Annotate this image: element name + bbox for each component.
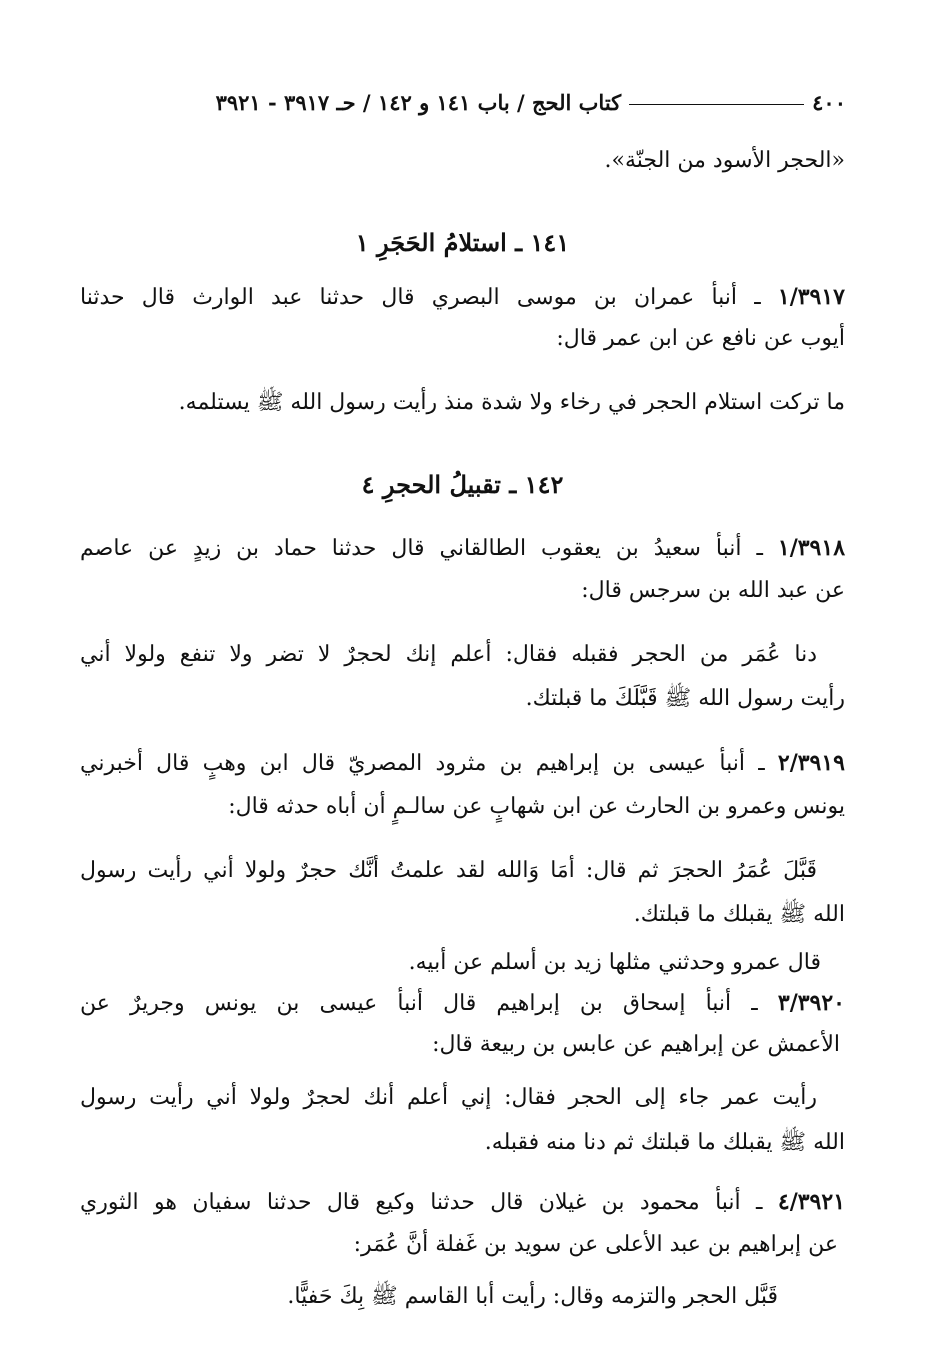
hadith-3918-isnad-line2: عن عبد الله بن سرجس قال: bbox=[581, 578, 845, 603]
hadith-3920-matn-line1: رأيت عمر جاء إلى الحجر فقال: إني أعلم أنك لحجرٌ ولولا أني رأيت رسول bbox=[80, 1085, 817, 1110]
hadith-number: ١/٣٩١٨ bbox=[777, 535, 846, 561]
text-line: «الحجر الأسود من الجنّة». bbox=[604, 148, 845, 173]
hadith-3918-matn-line2: رأيت رسول الله ﷺ قَبَّلَكَ ما قبلتك. bbox=[525, 686, 845, 711]
hadith-3921-matn: قَبَّل الحجر والتزمه وقال: رأيت أبا القاسم ﷺ بِكَ حَفيًّا. bbox=[287, 1284, 778, 1309]
hadith-3919-isnad-line2: يونس وعمرو بن الحارث عن ابن شهابٍ عن سالـمٍ أن أباه حدثه قال: bbox=[228, 794, 845, 819]
hadith-3919-matn-line1: قَبَّلَ عُمَرُ الحجرَ ثم قال: أمَا وَالله لقد علمتُ أنَّك حجرٌ ولولا أني رأيت رسول bbox=[80, 858, 817, 883]
hadith-3921-isnad-line1: ٤/٣٩٢١ ـ أنبأ محمود بن غيلان قال حدثنا وكيع قال حدثنا سفيان هو الثوري bbox=[80, 1189, 846, 1215]
hadith-3919-matn-line2: الله ﷺ يقبلك ما قبلتك. bbox=[633, 902, 845, 927]
hadith-3918-isnad-line1: ١/٣٩١٨ ـ أنبأ سعيدُ بن يعقوب الطالقاني قال حدثنا حماد بن زيدٍ عن عاصم bbox=[80, 535, 846, 561]
page-number: ٤٠٠ bbox=[812, 89, 846, 115]
running-header bbox=[92, 86, 846, 118]
hadith-3918-matn-line1: دنا عُمَر من الحجر فقبله فقال: أعلم إنك لحجرٌ لا تضر ولا تنفع ولولا أني bbox=[80, 642, 817, 667]
chapter-heading-141: ١٤١ ـ استلامُ الحَجَرِ ١ bbox=[355, 228, 570, 257]
hadith-number: ٢/٣٩١٩ bbox=[777, 750, 845, 776]
hadith-3917-isnad-line1: ١/٣٩١٧ ـ أنبأ عمران بن موسى البصري قال حدثنا عبد الوارث قال حدثنا bbox=[80, 284, 845, 310]
hadith-3920-isnad-line2: الأعمش عن إبراهيم عن عابس بن ربيعة قال: bbox=[432, 1032, 840, 1057]
hadith-3917-isnad-line2: أيوب عن نافع عن ابن عمر قال: bbox=[556, 326, 845, 351]
hadith-number: ٣/٣٩٢٠ bbox=[777, 990, 845, 1016]
hadith-3919-isnad-line1: ٢/٣٩١٩ ـ أنبأ عيسى بن إبراهيم بن مثرود المصريّ قال ابن وهبٍ قال أخبرني bbox=[80, 750, 845, 776]
chapter-heading-142: ١٤٢ ـ تقبيلُ الحجرِ ٤ bbox=[361, 470, 564, 499]
hadith-number: ١/٣٩١٧ bbox=[777, 284, 845, 310]
hadith-3921-isnad-line2: عن إبراهيم بن عبد الأعلى عن سويد بن غَفلة أنَّ عُمَر: bbox=[353, 1232, 838, 1257]
running-title: كتاب الحج / باب ١٤١ و ١٤٢ / حـ ٣٩١٧ - ٣٩٢١ bbox=[215, 89, 622, 115]
hadith-3920-isnad-line1: ٣/٣٩٢٠ ـ أنبأ إسحاق بن إبراهيم قال أنبأ عيسى بن يونس وجريرٌ عن bbox=[80, 990, 845, 1016]
hadith-3920-matn-line2: الله ﷺ يقبلك ما قبلتك ثم دنا منه فقبله. bbox=[484, 1130, 845, 1155]
hadith-3917-matn: ما تركت استلام الحجر في رخاء ولا شدة منذ رأيت رسول الله ﷺ يستلمه. bbox=[178, 390, 845, 415]
hadith-3919-note: قال عمرو وحدثني مثلها زيد بن أسلم عن أبيه. bbox=[408, 950, 821, 975]
header-rule bbox=[629, 104, 804, 105]
hadith-number: ٤/٣٩٢١ bbox=[777, 1189, 846, 1215]
